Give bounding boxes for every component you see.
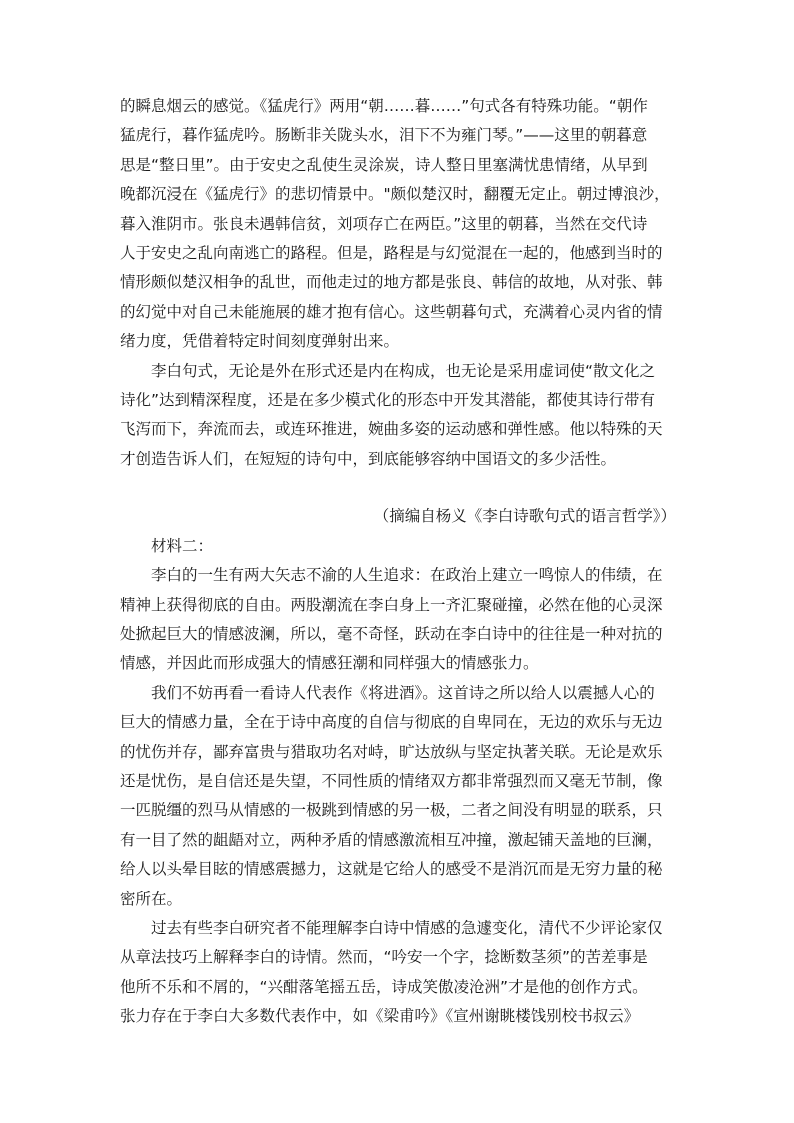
text-line: 飞泻而下，奔流而去，或连环推进，婉曲多姿的运动感和弹性感。他以特殊的天 [120, 420, 663, 439]
paragraph [120, 92, 676, 357]
text-line: 有一目了然的龃龉对立，两种矛盾的情感激流相互冲撞，激起铺天盖地的巨澜， [120, 830, 663, 849]
material-label: 材料二： [151, 536, 214, 555]
text-line: 情感，并因此而形成强大的情感狂潮和同样强大的情感张力。 [120, 654, 539, 673]
text-line: 猛虎行，暮作猛虎吟。肠断非关陇头水，泪下不为雍门琴。”——这里的朝暮意 [120, 126, 648, 145]
text-line: 我们不妨再看一看诗人代表作《将进酒》。这首诗之所以给人以震撼人心的 [151, 683, 655, 702]
text-line: 过去有些李白研究者不能理解李白诗中情感的急遽变化，清代不少评论家仅 [151, 918, 663, 937]
text-line: 才创造告诉人们，在短短的诗句中，到底能够容纳中国语文的多少活性。 [120, 449, 617, 468]
document-page [120, 92, 676, 1032]
text-line: 思是“整日里”。由于安史之乱使生灵涂炭，诗人整日里塞满忧患情绪，从早到 [120, 155, 648, 174]
text-line: 还是忧伤，是自信还是失望，不同性质的情绪双方都非常强烈而又毫无节制，像 [120, 771, 663, 790]
text-line: 绪力度，凭借着特定时间刻度弹射出来。 [120, 332, 400, 351]
text-line: 暮入淮阴市。张良未遇韩信贫，刘项存亡在两臣。”这里的朝暮，当然在交代诗 [120, 214, 648, 233]
text-line: 巨大的情感力量，全在于诗中高度的自信与彻底的自卑同在，无边的欢乐与无边 [120, 713, 663, 732]
text-line: 张力存在于李白大多数代表作中，如《梁甫吟》《宣州谢眺楼饯别校书叔云》 [120, 1007, 640, 1026]
text-line: 的忧伤并存，鄙弃富贵与猎取功名对峙，旷达放纵与坚定执著关联。无论是欢乐 [120, 742, 663, 761]
text-line: 人于安史之乱向南逃亡的路程。但是，路程是与幻觉混在一起的，他感到当时的 [120, 244, 663, 263]
paragraph [120, 357, 676, 475]
paragraph [120, 561, 676, 679]
text-line: 精神上获得彻底的自由。两股潮流在李白身上一齐汇聚碰撞，必然在他的心灵深 [120, 595, 663, 614]
text-line: 从章法技巧上解释李白的诗情。然而，“吟安一个字，捻断数茎须”的苦差事是 [120, 948, 648, 967]
text-line: 处掀起巨大的情感波澜，所以，毫不奇怪，跃动在李白诗中的往往是一种对抗的 [120, 624, 663, 643]
paragraph [120, 679, 676, 914]
text-line: 的幻觉中对自己未能施展的雄才抱有信心。这些朝暮句式，充满着心灵内省的情 [120, 302, 663, 321]
paragraph [120, 914, 676, 1032]
text-line: 李白句式，无论是外在形式还是内在构成，也无论是采用虚词使“散文化之 [151, 361, 656, 380]
text-line: 情形颇似楚汉相争的乱世，而他走过的地方都是张良、韩信的故地，从对张、韩 [120, 273, 663, 292]
text-line: 密所在。 [120, 889, 183, 908]
text-line: 给人以头晕目眩的情感震撼力，这就是它给人的感受不是消沉而是无穷力量的秘 [120, 860, 663, 879]
citation: （摘编自杨义《李白诗歌句式的语言哲学》） [373, 507, 676, 526]
text-line: 诗化”达到精深程度，还是在多少模式化的形态中开发其潜能，都使其诗行带有 [120, 391, 656, 410]
text-line: 晚都沉浸在《猛虎行》的悲切情景中。"颇似楚汉时，翻覆无定止。朝过博浪沙， [120, 185, 670, 204]
text-line: 的瞬息烟云的感觉。《猛虎行》两用“朝……暮……”句式各有特殊功能。“朝作 [120, 97, 648, 115]
text-line: 李白的一生有两大矢志不渝的人生追求：在政治上建立一鸣惊人的伟绩，在 [151, 566, 663, 585]
text-line: 他所不乐和不屑的，“兴酣落笔摇五岳，诗成笑傲凌沧洲”才是他的创作方式。 [120, 977, 648, 996]
text-line: 一匹脱缰的烈马从情感的一极跳到情感的另一极，二者之间没有明显的联系，只 [120, 801, 663, 820]
spacer [120, 474, 676, 502]
